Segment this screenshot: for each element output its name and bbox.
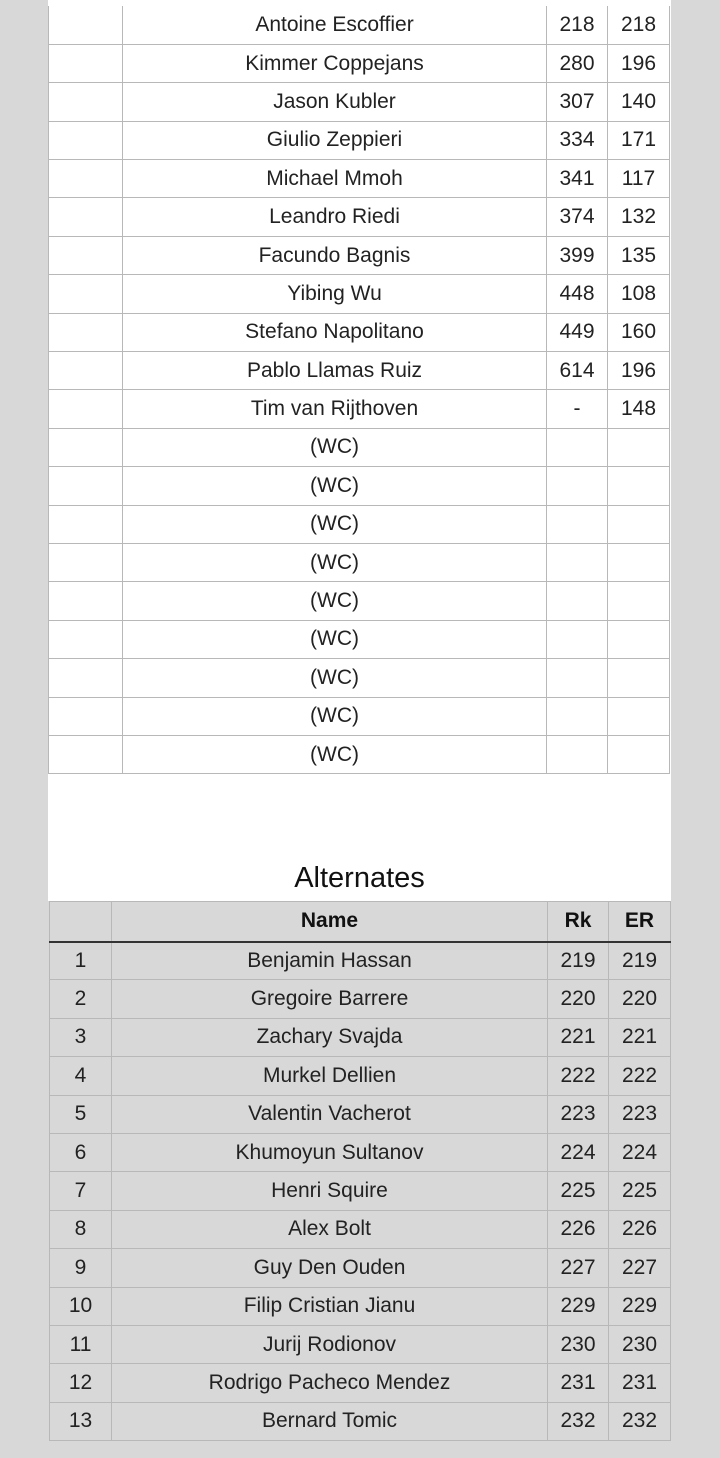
- cell-rk: 229: [548, 1287, 609, 1325]
- table-row: [50, 1249, 671, 1287]
- cell-rk: 449: [547, 313, 608, 351]
- cell-name: (WC): [123, 582, 547, 620]
- cell-er: 223: [609, 1095, 671, 1133]
- table-row: [49, 390, 670, 428]
- cell-name: Benjamin Hassan: [112, 942, 548, 980]
- table-row: [50, 1057, 671, 1095]
- cell-er: 224: [609, 1133, 671, 1171]
- table-row: [49, 543, 670, 581]
- table-row: [50, 980, 671, 1018]
- table-row: [49, 6, 670, 44]
- header-num: [50, 902, 112, 942]
- table-row: [49, 198, 670, 236]
- cell-name: Michael Mmoh: [123, 160, 547, 198]
- cell-num: 4: [50, 1057, 112, 1095]
- cell-num: 10: [50, 1287, 112, 1325]
- cell-name: Pablo Llamas Ruiz: [123, 352, 547, 390]
- cell-rk: 218: [547, 6, 608, 44]
- cell-rk: 223: [548, 1095, 609, 1133]
- cell-seed: [49, 44, 123, 82]
- cell-rk: [547, 735, 608, 773]
- cell-er: 227: [609, 1249, 671, 1287]
- cell-num: 11: [50, 1325, 112, 1363]
- cell-rk: [547, 467, 608, 505]
- cell-rk: 220: [548, 980, 609, 1018]
- cell-name: Zachary Svajda: [112, 1018, 548, 1056]
- cell-seed: [49, 121, 123, 159]
- cell-name: Giulio Zeppieri: [123, 121, 547, 159]
- cell-er: 117: [608, 160, 670, 198]
- cell-name: Gregoire Barrere: [112, 980, 548, 1018]
- table-row: [50, 1133, 671, 1171]
- cell-er: 108: [608, 275, 670, 313]
- cell-rk: [547, 582, 608, 620]
- table-row: [50, 1402, 671, 1440]
- cell-er: 226: [609, 1210, 671, 1248]
- cell-er: 135: [608, 236, 670, 274]
- table-row: [50, 942, 671, 980]
- cell-num: 7: [50, 1172, 112, 1210]
- cell-er: 218: [608, 6, 670, 44]
- cell-name: Leandro Riedi: [123, 198, 547, 236]
- header-er[interactable]: ER: [609, 902, 671, 942]
- table-row: [49, 236, 670, 274]
- table-row: [49, 275, 670, 313]
- cell-name: Kimmer Coppejans: [123, 44, 547, 82]
- cell-seed: [49, 467, 123, 505]
- table-row: [49, 44, 670, 82]
- cell-name: Henri Squire: [112, 1172, 548, 1210]
- cell-seed: [49, 505, 123, 543]
- cell-rk: 225: [548, 1172, 609, 1210]
- cell-name: Guy Den Ouden: [112, 1249, 548, 1287]
- cell-er: 220: [609, 980, 671, 1018]
- cell-seed: [49, 236, 123, 274]
- cell-er: 219: [609, 942, 671, 980]
- cell-name: (WC): [123, 735, 547, 773]
- table-row: [50, 1364, 671, 1402]
- table-row: [49, 83, 670, 121]
- cell-num: 6: [50, 1133, 112, 1171]
- cell-er: 196: [608, 44, 670, 82]
- table-row: [49, 428, 670, 466]
- cell-er: 140: [608, 83, 670, 121]
- cell-name: Valentin Vacherot: [112, 1095, 548, 1133]
- cell-name: Rodrigo Pacheco Mendez: [112, 1364, 548, 1402]
- cell-er: [608, 735, 670, 773]
- table-row: [49, 160, 670, 198]
- cell-num: 5: [50, 1095, 112, 1133]
- cell-er: [608, 620, 670, 658]
- cell-seed: [49, 352, 123, 390]
- table-row: [49, 659, 670, 697]
- cell-er: 229: [609, 1287, 671, 1325]
- cell-rk: [547, 505, 608, 543]
- cell-seed: [49, 160, 123, 198]
- cell-rk: [547, 659, 608, 697]
- cell-er: [608, 505, 670, 543]
- cell-rk: 307: [547, 83, 608, 121]
- cell-seed: [49, 582, 123, 620]
- table-row: [49, 121, 670, 159]
- cell-num: 2: [50, 980, 112, 1018]
- cell-rk: [547, 620, 608, 658]
- cell-er: [608, 543, 670, 581]
- table-row: [50, 1018, 671, 1056]
- cell-er: [608, 697, 670, 735]
- table-row: [49, 505, 670, 543]
- table-row: [50, 1287, 671, 1325]
- cell-rk: [547, 428, 608, 466]
- cell-name: (WC): [123, 659, 547, 697]
- cell-name: Antoine Escoffier: [123, 6, 547, 44]
- cell-seed: [49, 428, 123, 466]
- cell-num: 13: [50, 1402, 112, 1440]
- cell-seed: [49, 390, 123, 428]
- cell-rk: [547, 543, 608, 581]
- header-rk[interactable]: Rk: [548, 902, 609, 942]
- cell-name: Jurij Rodionov: [112, 1325, 548, 1363]
- table-row: [49, 582, 670, 620]
- cell-num: 3: [50, 1018, 112, 1056]
- cell-num: 12: [50, 1364, 112, 1402]
- cell-er: 225: [609, 1172, 671, 1210]
- cell-er: 232: [609, 1402, 671, 1440]
- table-row: [49, 735, 670, 773]
- cell-rk: 221: [548, 1018, 609, 1056]
- cell-er: 196: [608, 352, 670, 390]
- cell-name: (WC): [123, 620, 547, 658]
- cell-seed: [49, 735, 123, 773]
- cell-rk: 334: [547, 121, 608, 159]
- cell-num: 8: [50, 1210, 112, 1248]
- cell-seed: [49, 543, 123, 581]
- cell-name: (WC): [123, 697, 547, 735]
- cell-name: Alex Bolt: [112, 1210, 548, 1248]
- cell-rk: 448: [547, 275, 608, 313]
- cell-er: 222: [609, 1057, 671, 1095]
- cell-name: Khumoyun Sultanov: [112, 1133, 548, 1171]
- table-row: [50, 1172, 671, 1210]
- cell-name: Stefano Napolitano: [123, 313, 547, 351]
- alternates-title: Alternates: [294, 862, 425, 894]
- cell-er: 132: [608, 198, 670, 236]
- cell-seed: [49, 697, 123, 735]
- cell-er: [608, 582, 670, 620]
- main-entry-panel: [48, 0, 671, 795]
- cell-er: [608, 659, 670, 697]
- cell-name: Yibing Wu: [123, 275, 547, 313]
- main-entry-table: [48, 6, 670, 774]
- cell-rk: 374: [547, 198, 608, 236]
- cell-rk: 614: [547, 352, 608, 390]
- alternates-table: [49, 901, 671, 1441]
- cell-name: Filip Cristian Jianu: [112, 1287, 548, 1325]
- cell-er: 230: [609, 1325, 671, 1363]
- cell-rk: 226: [548, 1210, 609, 1248]
- cell-name: Bernard Tomic: [112, 1402, 548, 1440]
- table-row: [49, 697, 670, 735]
- cell-er: 221: [609, 1018, 671, 1056]
- cell-er: [608, 428, 670, 466]
- cell-seed: [49, 6, 123, 44]
- cell-rk: 341: [547, 160, 608, 198]
- cell-seed: [49, 198, 123, 236]
- table-row: [49, 352, 670, 390]
- cell-seed: [49, 83, 123, 121]
- cell-rk: 222: [548, 1057, 609, 1095]
- header-name[interactable]: Name: [112, 902, 548, 942]
- cell-name: Murkel Dellien: [112, 1057, 548, 1095]
- cell-rk: -: [547, 390, 608, 428]
- cell-seed: [49, 620, 123, 658]
- table-row: [50, 1095, 671, 1133]
- cell-rk: [547, 697, 608, 735]
- table-row: [50, 1210, 671, 1248]
- cell-rk: 232: [548, 1402, 609, 1440]
- cell-name: Jason Kubler: [123, 83, 547, 121]
- alternates-header-row: [50, 902, 671, 942]
- cell-er: 171: [608, 121, 670, 159]
- cell-seed: [49, 659, 123, 697]
- cell-rk: 219: [548, 942, 609, 980]
- cell-rk: 224: [548, 1133, 609, 1171]
- cell-rk: 231: [548, 1364, 609, 1402]
- cell-er: 148: [608, 390, 670, 428]
- cell-name: (WC): [123, 543, 547, 581]
- table-row: [49, 467, 670, 505]
- cell-name: (WC): [123, 505, 547, 543]
- cell-er: [608, 467, 670, 505]
- cell-num: 9: [50, 1249, 112, 1287]
- cell-rk: 399: [547, 236, 608, 274]
- cell-er: 160: [608, 313, 670, 351]
- cell-name: (WC): [123, 467, 547, 505]
- cell-er: 231: [609, 1364, 671, 1402]
- table-row: [49, 313, 670, 351]
- cell-seed: [49, 313, 123, 351]
- table-row: [50, 1325, 671, 1363]
- cell-name: (WC): [123, 428, 547, 466]
- cell-name: Facundo Bagnis: [123, 236, 547, 274]
- cell-name: Tim van Rijthoven: [123, 390, 547, 428]
- cell-rk: 280: [547, 44, 608, 82]
- cell-num: 1: [50, 942, 112, 980]
- cell-seed: [49, 275, 123, 313]
- cell-rk: 230: [548, 1325, 609, 1363]
- table-row: [49, 620, 670, 658]
- cell-rk: 227: [548, 1249, 609, 1287]
